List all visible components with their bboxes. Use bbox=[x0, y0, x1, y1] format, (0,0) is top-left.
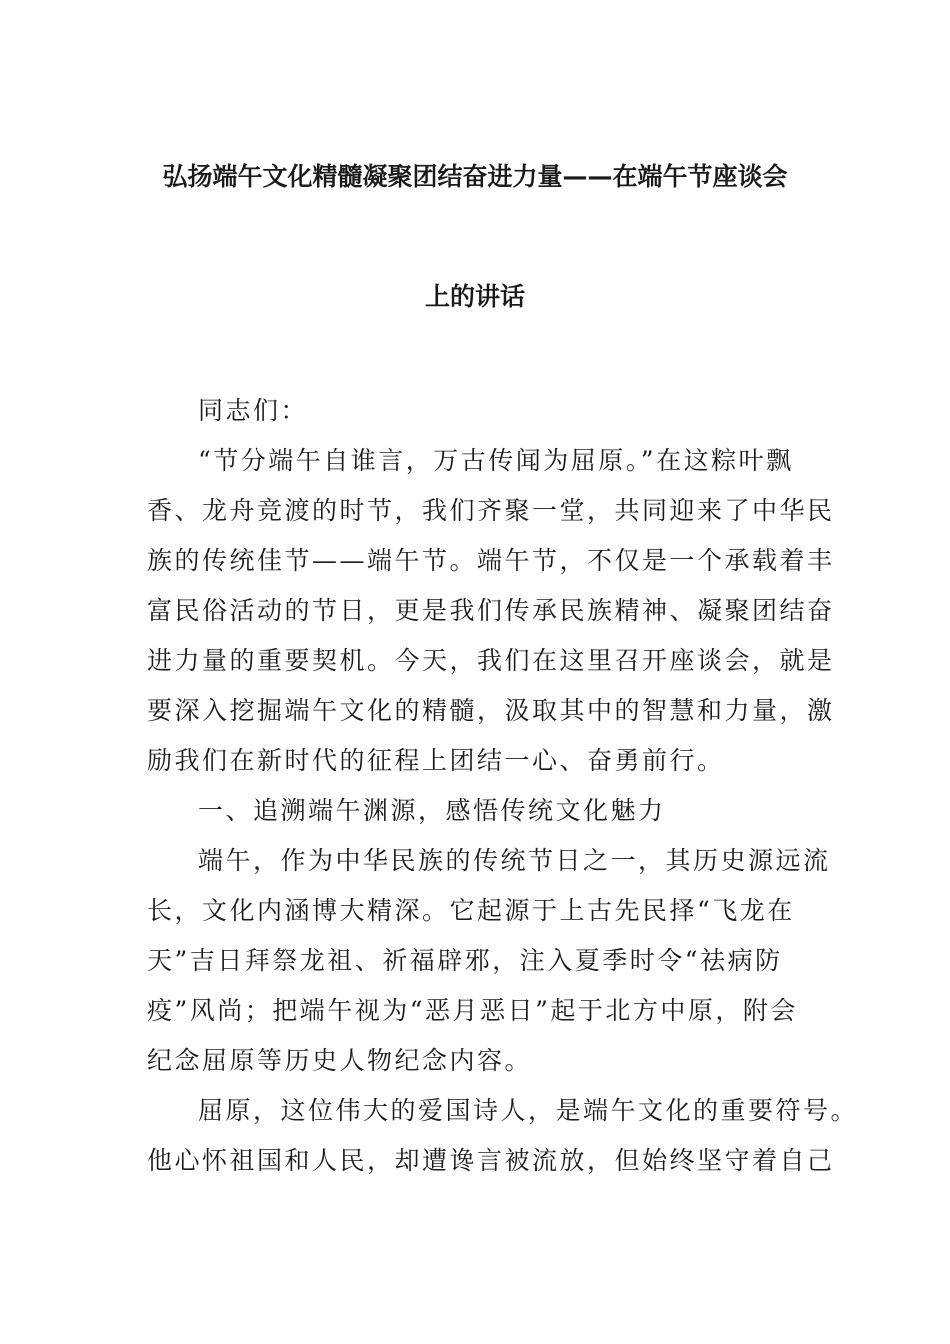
salutation: 同志们： bbox=[198, 396, 309, 425]
paragraph-1-line: 要深入挖掘端午文化的精髓，汲取其中的智慧和力量，激 bbox=[147, 696, 835, 725]
document-body bbox=[147, 386, 859, 1186]
paragraph-1-line: “节分端午自谁言，万古传闻为屈原。”在这粽叶飘 bbox=[198, 446, 794, 475]
section-heading-1: 一、追溯端午渊源，感悟传统文化魅力 bbox=[198, 796, 666, 825]
paragraph-1-line: 族的传统佳节——端午节。端午节，不仅是一个承载着丰 bbox=[147, 546, 835, 575]
paragraph-2-line: 长，文化内涵博大精深。它起源于上古先民择“飞龙在 bbox=[147, 896, 795, 925]
paragraph-1-line: 香、龙舟竞渡的时节，我们齐聚一堂，共同迎来了中华民 bbox=[147, 496, 835, 525]
paragraph-3-line: 屈原，这位伟大的爱国诗人，是端午文化的重要符号。 bbox=[198, 1096, 859, 1125]
paragraph-2-line: 纪念屈原等历史人物纪念内容。 bbox=[147, 1046, 533, 1075]
paragraph-1-line: 进力量的重要契机。今天，我们在这里召开座谈会，就是 bbox=[147, 646, 835, 675]
document-title-line-2: 上的讲话 bbox=[424, 282, 525, 311]
paragraph-1-line: 励我们在新时代的征程上团结一心、奋勇前行。 bbox=[147, 746, 725, 775]
document-title-line-1: 弘扬端午文化精髓凝聚团结奋进力量——在端午节座谈会 bbox=[162, 162, 788, 191]
paragraph-1-line: 富民俗活动的节日，更是我们传承民族精神、凝聚团结奋 bbox=[147, 596, 835, 625]
paragraph-2-line: 端午，作为中华民族的传统节日之一，其历史源远流 bbox=[198, 846, 831, 875]
paragraph-2-line: 疫”风尚；把端午视为“恶月恶日”起于北方中原，附会 bbox=[147, 996, 798, 1025]
paragraph-2-line: 天”吉日拜祭龙祖、祈福辟邪，注入夏季时令“祛病防 bbox=[147, 946, 783, 975]
paragraph-3-line: 他心怀祖国和人民，却遭谗言被流放，但始终坚守着自己 bbox=[147, 1146, 835, 1175]
